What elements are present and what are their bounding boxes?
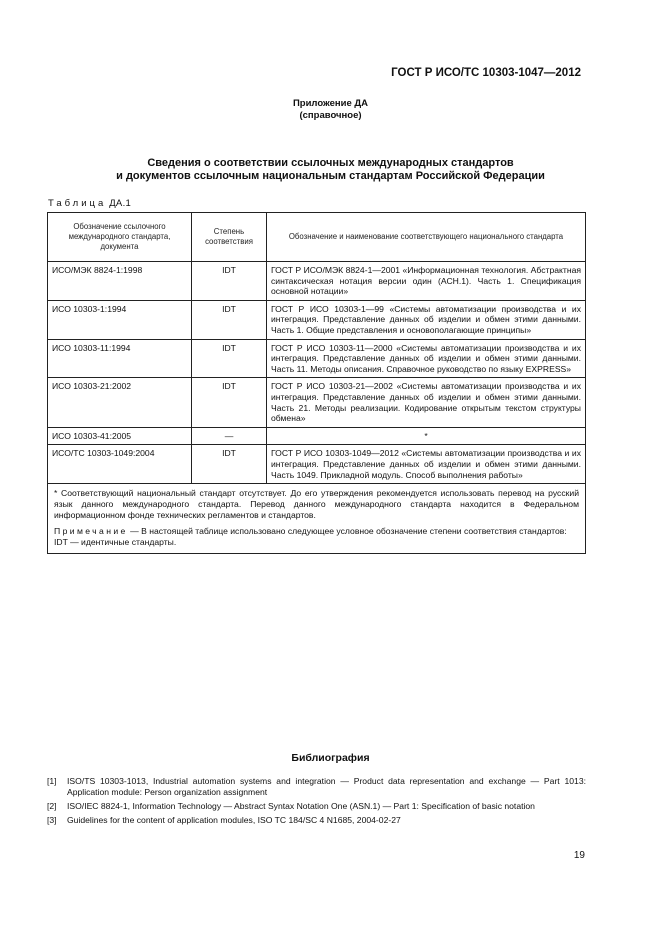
row-degree: IDT [192, 339, 267, 378]
table-footnotes [48, 484, 586, 554]
table-row [48, 262, 586, 301]
row-degree: — [192, 427, 267, 445]
bibliography-number: [1] [47, 776, 57, 786]
row-national: ГОСТ Р ИСО 10303-11—2000 «Системы автоматизации производства и их интеграция. Представление данных об изделии и обмен этими данными. Часть 11. Методы описания. Справочное руководство по языку EXPRESS» [267, 339, 586, 378]
bibliography-text: ISO/TS 10303-1013, Industrial automation systems and integration — Product data representation and exchange — Part 1013: Application module: Person organization assignment [67, 776, 586, 797]
row-reference: ИСО 10303-21:2002 [48, 378, 192, 427]
row-reference: ИСО 10303-1:1994 [48, 300, 192, 339]
bibliography-item [47, 776, 586, 798]
row-degree: IDT [192, 445, 267, 484]
row-national: * [267, 427, 586, 445]
row-degree: IDT [192, 378, 267, 427]
bibliography-item [47, 801, 586, 812]
table-caption-word: Таблица [48, 198, 107, 209]
header-degree: Степень соответствия [192, 213, 267, 262]
row-degree: IDT [192, 300, 267, 339]
page-number: 19 [573, 850, 585, 861]
row-reference: ИСО/ТС 10303-1049:2004 [48, 445, 192, 484]
table-caption [48, 198, 131, 209]
bibliography-title: Библиография [291, 752, 370, 764]
row-national: ГОСТ Р ИСО 10303-1—99 «Системы автоматизации производства и их интеграция. Представление данных об изделии и обмен этими данными. Часть 1. Общие представления и основополагающие принципы» [267, 300, 586, 339]
row-national: ГОСТ Р ИСО 10303-1049—2012 «Системы автоматизации производства и их интеграция. Представление данных об изделии и обмен этими данными. Часть 1049. Прикладной модуль. Способ выполнения работы» [267, 445, 586, 484]
bibliography-list [47, 776, 586, 829]
row-reference: ИСО/МЭК 8824-1:1998 [48, 262, 192, 301]
footnote-text: * Соответствующий национальный стандарт отсутствует. До его утверждения рекомендуется использовать перевод на русский язык данного международного стандарта. Перевод данного международного стандарта находится в Федеральном информационном фонде технических регламентов и стандартов. [54, 488, 579, 521]
table-header-row [48, 213, 586, 262]
appendix-subtitle: (справочное) [299, 110, 362, 121]
bibliography-item [47, 815, 586, 826]
section-title-line-1: Сведения о соответствии ссылочных международных стандартов [147, 157, 514, 169]
correspondence-table [47, 212, 586, 554]
bibliography-number: [2] [47, 801, 57, 811]
note-word: Примечание [54, 526, 128, 537]
document-code-header: ГОСТ Р ИСО/ТС 10303-1047—2012 [391, 67, 581, 79]
row-national: ГОСТ Р ИСО/МЭК 8824-1—2001 «Информационная технология. Абстрактная синтаксическая нотация версии один (АСН.1). Часть 1. Спецификация основной нотации» [267, 262, 586, 301]
appendix-heading [0, 98, 661, 122]
table-caption-id: ДА.1 [109, 198, 132, 209]
bibliography-text: ISO/IEC 8824-1, Information Technology — Abstract Syntax Notation One (ASN.1) — Part 1: Specification of basic notation [67, 801, 535, 811]
table-row [48, 300, 586, 339]
note-idt: IDT — идентичные стандарты. [54, 537, 177, 548]
section-title-line-2: и документов ссылочным национальным стандартам Российской Федерации [116, 170, 545, 182]
bibliography-number: [3] [47, 815, 57, 825]
table-row [48, 378, 586, 427]
section-title [0, 157, 661, 183]
row-reference: ИСО 10303-11:1994 [48, 339, 192, 378]
appendix-title: Приложение ДА [292, 98, 369, 109]
bibliography-text: Guidelines for the content of application modules, ISO TC 184/SC 4 N1685, 2004-02-27 [67, 815, 401, 825]
note-paragraph [54, 526, 579, 548]
table-row [48, 339, 586, 378]
note-text: — В настоящей таблице использовано следующее условное обозначение степени соответствия стандартов: [127, 526, 567, 537]
header-reference: Обозначение ссылочного международного стандарта, документа [48, 213, 192, 262]
row-degree: IDT [192, 262, 267, 301]
row-reference: ИСО 10303-41:2005 [48, 427, 192, 445]
table-row [48, 445, 586, 484]
row-national: ГОСТ Р ИСО 10303-21—2002 «Системы автоматизации производства и их интеграция. Представление данных об изделии и обмен этими данными. Часть 21. Методы реализации. Кодирование открытым текстом структуры обмена» [267, 378, 586, 427]
table-row [48, 427, 586, 445]
header-national: Обозначение и наименование соответствующего национального стандарта [267, 213, 586, 262]
table-footer-row [48, 484, 586, 554]
